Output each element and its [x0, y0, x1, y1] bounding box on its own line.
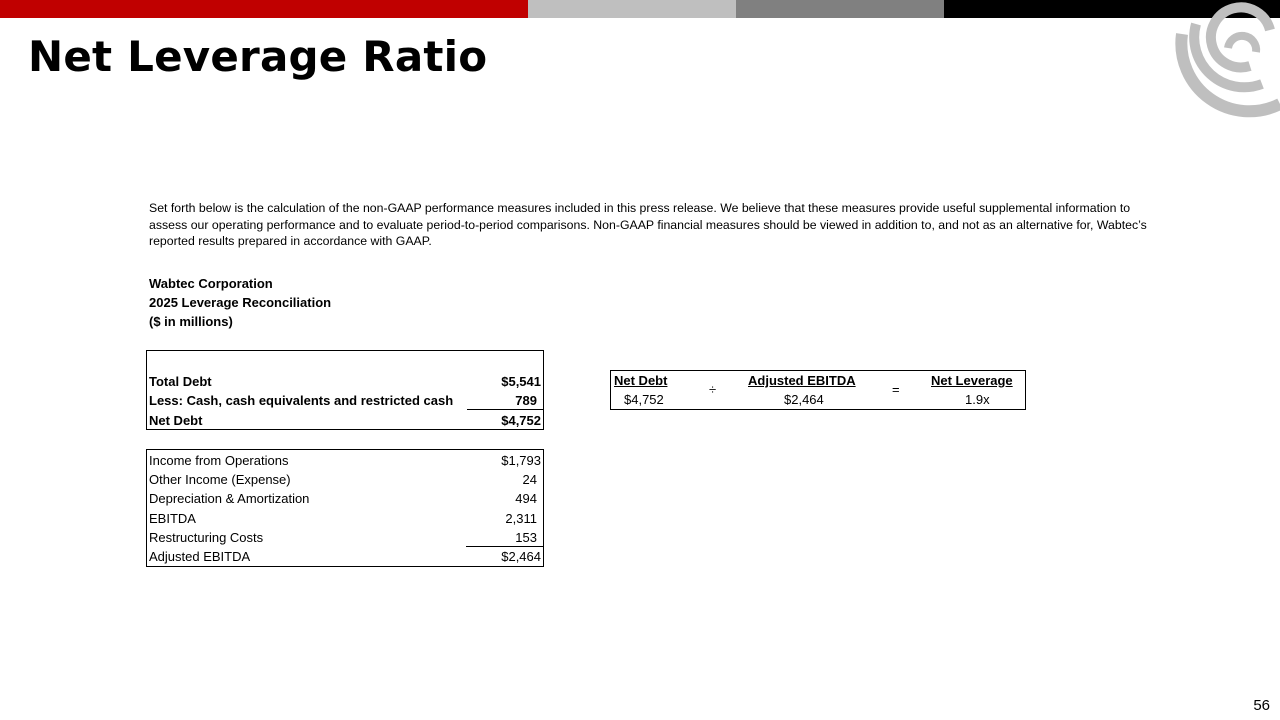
- row-value: 789: [515, 393, 537, 408]
- top-color-bar: [0, 0, 1280, 18]
- row-label: Income from Operations: [149, 453, 289, 468]
- table-row: [147, 509, 543, 528]
- top-bar-light-gray-segment: [528, 0, 736, 18]
- intro-paragraph: Set forth below is the calculation of the non-GAAP performance measures included in this press release. We believe that these measures provide useful supplemental information to assess our operating performance and to evaluate period-to-period comparisons. Non-GAAP financial measures should be viewed in addition to, and not as an alternative for, Wabtec’s reported results prepared in accordance with GAAP.: [149, 201, 1147, 248]
- row-value: 153: [515, 530, 537, 545]
- subtotal-underline: [467, 409, 543, 410]
- row-value: 24: [522, 472, 537, 487]
- net-leverage-ratio-box: [610, 370, 1026, 410]
- top-bar-red-segment: [0, 0, 528, 18]
- adjusted-ebitda-table: [146, 449, 544, 567]
- table-row: [147, 372, 543, 391]
- row-label: Adjusted EBITDA: [149, 549, 251, 564]
- net-debt-table: [146, 350, 544, 430]
- table-row: [147, 451, 543, 470]
- adjusted-ebitda-value: $2,464: [784, 392, 824, 407]
- row-value: 494: [515, 491, 537, 506]
- page-number: 56: [1253, 697, 1270, 714]
- table-row: [147, 470, 543, 489]
- row-label: EBITDA: [149, 511, 196, 526]
- row-label: Depreciation & Amortization: [149, 491, 310, 506]
- row-value: 2,311: [505, 511, 537, 526]
- row-label: Other Income (Expense): [149, 472, 291, 487]
- report-heading: [149, 274, 331, 331]
- row-label: Total Debt: [149, 374, 212, 389]
- row-label: Restructuring Costs: [149, 530, 264, 545]
- top-bar-mid-gray-segment: [736, 0, 944, 18]
- table-row: [147, 547, 543, 566]
- report-name: 2025 Leverage Reconciliation: [149, 295, 332, 310]
- row-label: Less: Cash, cash equivalents and restricted cash: [149, 393, 454, 408]
- units-note: ($ in millions): [149, 314, 233, 329]
- table-row: [147, 489, 543, 508]
- company-name: Wabtec Corporation: [149, 276, 273, 291]
- table-row: [147, 528, 543, 547]
- row-value: $4,752: [501, 413, 541, 428]
- row-value: $5,541: [501, 374, 541, 389]
- row-value: $1,793: [501, 453, 541, 468]
- equals-symbol: =: [892, 382, 900, 397]
- page-title: Net Leverage Ratio: [28, 32, 488, 81]
- row-value: $2,464: [501, 549, 541, 564]
- net-leverage-value: 1.9x: [965, 392, 990, 407]
- table-row: [147, 391, 543, 410]
- divide-symbol: ÷: [709, 382, 717, 397]
- wabtec-circle-logo-icon: [1158, 0, 1280, 118]
- table-row: [147, 411, 543, 430]
- net-debt-header: Net Debt: [614, 373, 668, 388]
- adjusted-ebitda-header: Adjusted EBITDA: [748, 373, 856, 388]
- row-label: Net Debt: [149, 413, 203, 428]
- net-debt-value: $4,752: [624, 392, 664, 407]
- net-leverage-header: Net Leverage: [931, 373, 1013, 388]
